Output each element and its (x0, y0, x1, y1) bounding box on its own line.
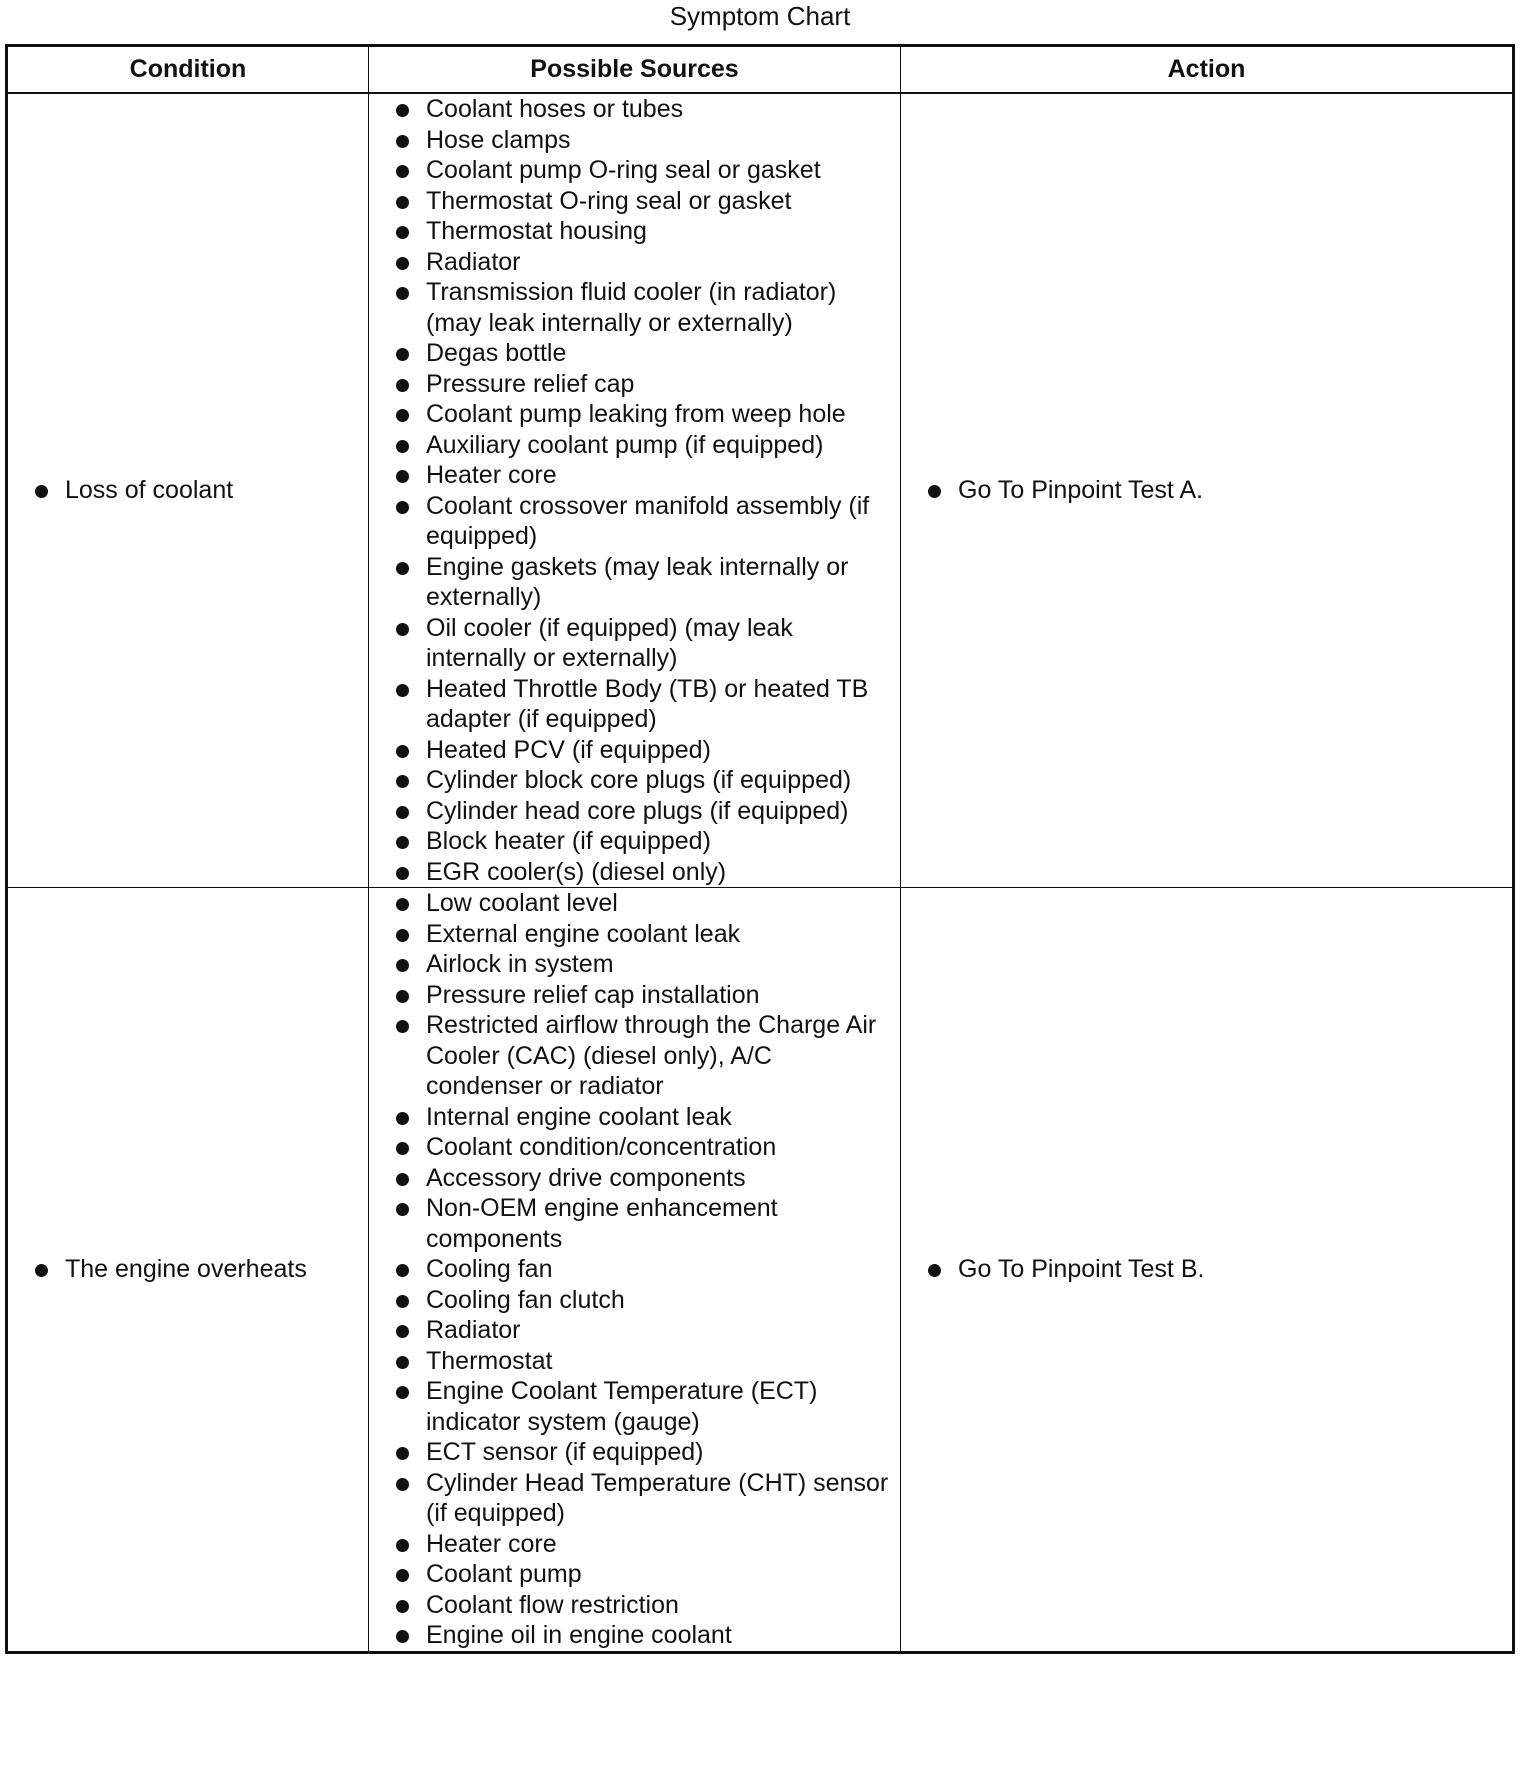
condition-text: Loss of coolant (65, 476, 234, 505)
source-text: Coolant pump leaking from weep hole (426, 400, 846, 428)
bullet-icon (396, 135, 409, 148)
bullet-icon (396, 104, 409, 117)
source-text: Heater core (426, 1529, 557, 1558)
possible-sources-cell (369, 888, 901, 1653)
source-text: Cooling fan (426, 1255, 553, 1283)
bullet-icon (396, 257, 409, 270)
bullet-icon (396, 929, 409, 942)
bullet-icon (396, 1295, 409, 1308)
source-item (369, 919, 900, 950)
source-text: Coolant hoses or tubes (426, 95, 684, 123)
source-text: Transmission fluid cooler (in radiator) (may leak internally or externally) (426, 278, 837, 337)
bullet-icon (396, 1112, 409, 1125)
source-item (369, 1132, 900, 1163)
source-item (369, 765, 900, 796)
bullet-icon (396, 562, 409, 575)
bullet-icon (396, 775, 409, 788)
source-text: Block heater (if equipped) (426, 827, 711, 855)
source-item (369, 1010, 900, 1102)
condition-item (8, 475, 368, 506)
bullet-icon (396, 379, 409, 392)
chart-title: Symptom Chart (669, 1, 851, 31)
source-item (369, 125, 900, 156)
source-item (369, 1193, 900, 1254)
bullet-icon (396, 1630, 409, 1643)
source-item (369, 796, 900, 827)
source-text: Auxiliary coolant pump (if equipped) (426, 430, 824, 459)
bullet-icon (396, 745, 409, 758)
bullet-icon (396, 1325, 409, 1338)
source-item (369, 94, 900, 125)
source-item (369, 980, 900, 1011)
source-item (369, 857, 900, 888)
source-item (369, 1346, 900, 1377)
source-item (369, 735, 900, 766)
source-item (369, 1468, 900, 1529)
source-text: Restricted airflow through the Charge Air Cooler (CAC) (diesel only), A/C condenser or radiator (426, 1011, 877, 1100)
source-item (369, 1102, 900, 1133)
source-text: EGR cooler(s) (diesel only) (426, 857, 727, 886)
source-text: Accessory drive components (426, 1163, 746, 1192)
bullet-icon (396, 348, 409, 361)
bullet-icon (396, 1173, 409, 1186)
source-text: Thermostat (426, 1346, 553, 1375)
bullet-icon (396, 226, 409, 239)
source-item (369, 1437, 900, 1468)
bullet-icon (928, 1264, 941, 1277)
bullet-icon (396, 898, 409, 911)
source-item (369, 1376, 900, 1437)
bullet-icon (396, 196, 409, 209)
source-item (369, 369, 900, 400)
bullet-icon (396, 1600, 409, 1613)
action-list (901, 1254, 1512, 1285)
source-text: Engine gaskets (may leak internally or externally) (426, 552, 849, 611)
source-text: Coolant pump (426, 1560, 582, 1588)
source-item (369, 1590, 900, 1621)
bullet-icon (396, 1203, 409, 1216)
header-row (7, 46, 1514, 94)
source-item (369, 1529, 900, 1560)
source-text: Cylinder head core plugs (if equipped) (426, 796, 849, 825)
header-action: Action (901, 46, 1514, 94)
source-text: Hose clamps (426, 125, 571, 154)
source-item (369, 1163, 900, 1194)
source-item (369, 399, 900, 430)
source-item (369, 155, 900, 186)
condition-text: The engine overheats (65, 1255, 307, 1283)
source-text: Oil cooler (if equipped) (may leak internally or externally) (426, 613, 793, 672)
action-list (901, 475, 1512, 506)
source-item (369, 277, 900, 338)
symptom-table (5, 44, 1515, 1654)
bullet-icon (396, 684, 409, 697)
bullet-icon (396, 409, 409, 422)
source-item (369, 491, 900, 552)
source-text: Engine oil in engine coolant (426, 1621, 732, 1649)
source-text: External engine coolant leak (426, 919, 741, 948)
source-item (369, 430, 900, 461)
source-text: Heated PCV (if equipped) (426, 735, 711, 764)
source-text: Pressure relief cap installation (426, 980, 760, 1009)
condition-list (8, 475, 368, 506)
bullet-icon (396, 1569, 409, 1582)
source-text: Coolant flow restriction (426, 1590, 679, 1619)
source-text: Cooling fan clutch (426, 1285, 625, 1314)
bullet-icon (396, 1264, 409, 1277)
action-text: Go To Pinpoint Test A. (958, 476, 1204, 505)
table-row (7, 888, 1514, 1653)
condition-item (8, 1254, 368, 1285)
bullet-icon (396, 1478, 409, 1491)
source-item (369, 949, 900, 980)
source-text: Engine Coolant Temperature (ECT) indicator system (gauge) (426, 1377, 818, 1436)
source-item (369, 1285, 900, 1316)
bullet-icon (396, 836, 409, 849)
bullet-icon (396, 806, 409, 819)
bullet-icon (396, 287, 409, 300)
source-item (369, 552, 900, 613)
possible-sources-list (369, 94, 900, 887)
action-text: Go To Pinpoint Test B. (958, 1255, 1205, 1283)
bullet-icon (396, 1356, 409, 1369)
bullet-icon (35, 1264, 48, 1277)
bullet-icon (396, 1539, 409, 1552)
bullet-icon (35, 485, 48, 498)
source-text: ECT sensor (if equipped) (426, 1438, 704, 1466)
source-text: Thermostat O-ring seal or gasket (426, 186, 792, 215)
source-text: Coolant condition/concentration (426, 1133, 777, 1161)
source-item (369, 460, 900, 491)
source-text: Heater core (426, 461, 557, 489)
condition-list (8, 1254, 368, 1285)
bullet-icon (396, 1142, 409, 1155)
source-item (369, 1254, 900, 1285)
source-text: Radiator (426, 247, 521, 276)
table-row (7, 93, 1514, 888)
source-item (369, 826, 900, 857)
source-text: Coolant pump O-ring seal or gasket (426, 156, 821, 184)
source-text: Cylinder block core plugs (if equipped) (426, 766, 852, 794)
table-body (7, 93, 1514, 1652)
source-item (369, 674, 900, 735)
bullet-icon (396, 501, 409, 514)
source-item (369, 888, 900, 919)
header-condition: Condition (7, 46, 369, 94)
action-item (901, 475, 1512, 506)
possible-sources-list (369, 888, 900, 1651)
action-cell (901, 888, 1514, 1653)
source-item (369, 216, 900, 247)
bullet-icon (396, 623, 409, 636)
source-item (369, 1559, 900, 1590)
action-cell (901, 93, 1514, 888)
bullet-icon (396, 1020, 409, 1033)
source-text: Cylinder Head Temperature (CHT) sensor (if equipped) (426, 1468, 889, 1527)
source-text: Coolant crossover manifold assembly (if equipped) (426, 491, 870, 550)
action-item (901, 1254, 1512, 1285)
source-text: Internal engine coolant leak (426, 1102, 732, 1131)
source-text: Airlock in system (426, 950, 614, 978)
source-text: Degas bottle (426, 339, 567, 367)
bullet-icon (396, 959, 409, 972)
condition-cell (7, 93, 369, 888)
possible-sources-cell (369, 93, 901, 888)
source-text: Pressure relief cap (426, 369, 635, 398)
bullet-icon (396, 165, 409, 178)
bullet-icon (396, 1447, 409, 1460)
source-item (369, 1620, 900, 1651)
source-item (369, 1315, 900, 1346)
source-item (369, 186, 900, 217)
bullet-icon (396, 1386, 409, 1399)
source-text: Thermostat housing (426, 217, 647, 245)
bullet-icon (396, 867, 409, 880)
bullet-icon (396, 990, 409, 1003)
source-text: Non-OEM engine enhancement components (426, 1194, 778, 1253)
source-item (369, 247, 900, 278)
source-item (369, 338, 900, 369)
source-text: Radiator (426, 1316, 521, 1344)
source-text: Heated Throttle Body (TB) or heated TB adapter (if equipped) (426, 674, 869, 733)
bullet-icon (396, 470, 409, 483)
header-possible-sources: Possible Sources (369, 46, 901, 94)
source-item (369, 613, 900, 674)
bullet-icon (396, 440, 409, 453)
source-text: Low coolant level (426, 889, 618, 917)
bullet-icon (928, 485, 941, 498)
condition-cell (7, 888, 369, 1653)
